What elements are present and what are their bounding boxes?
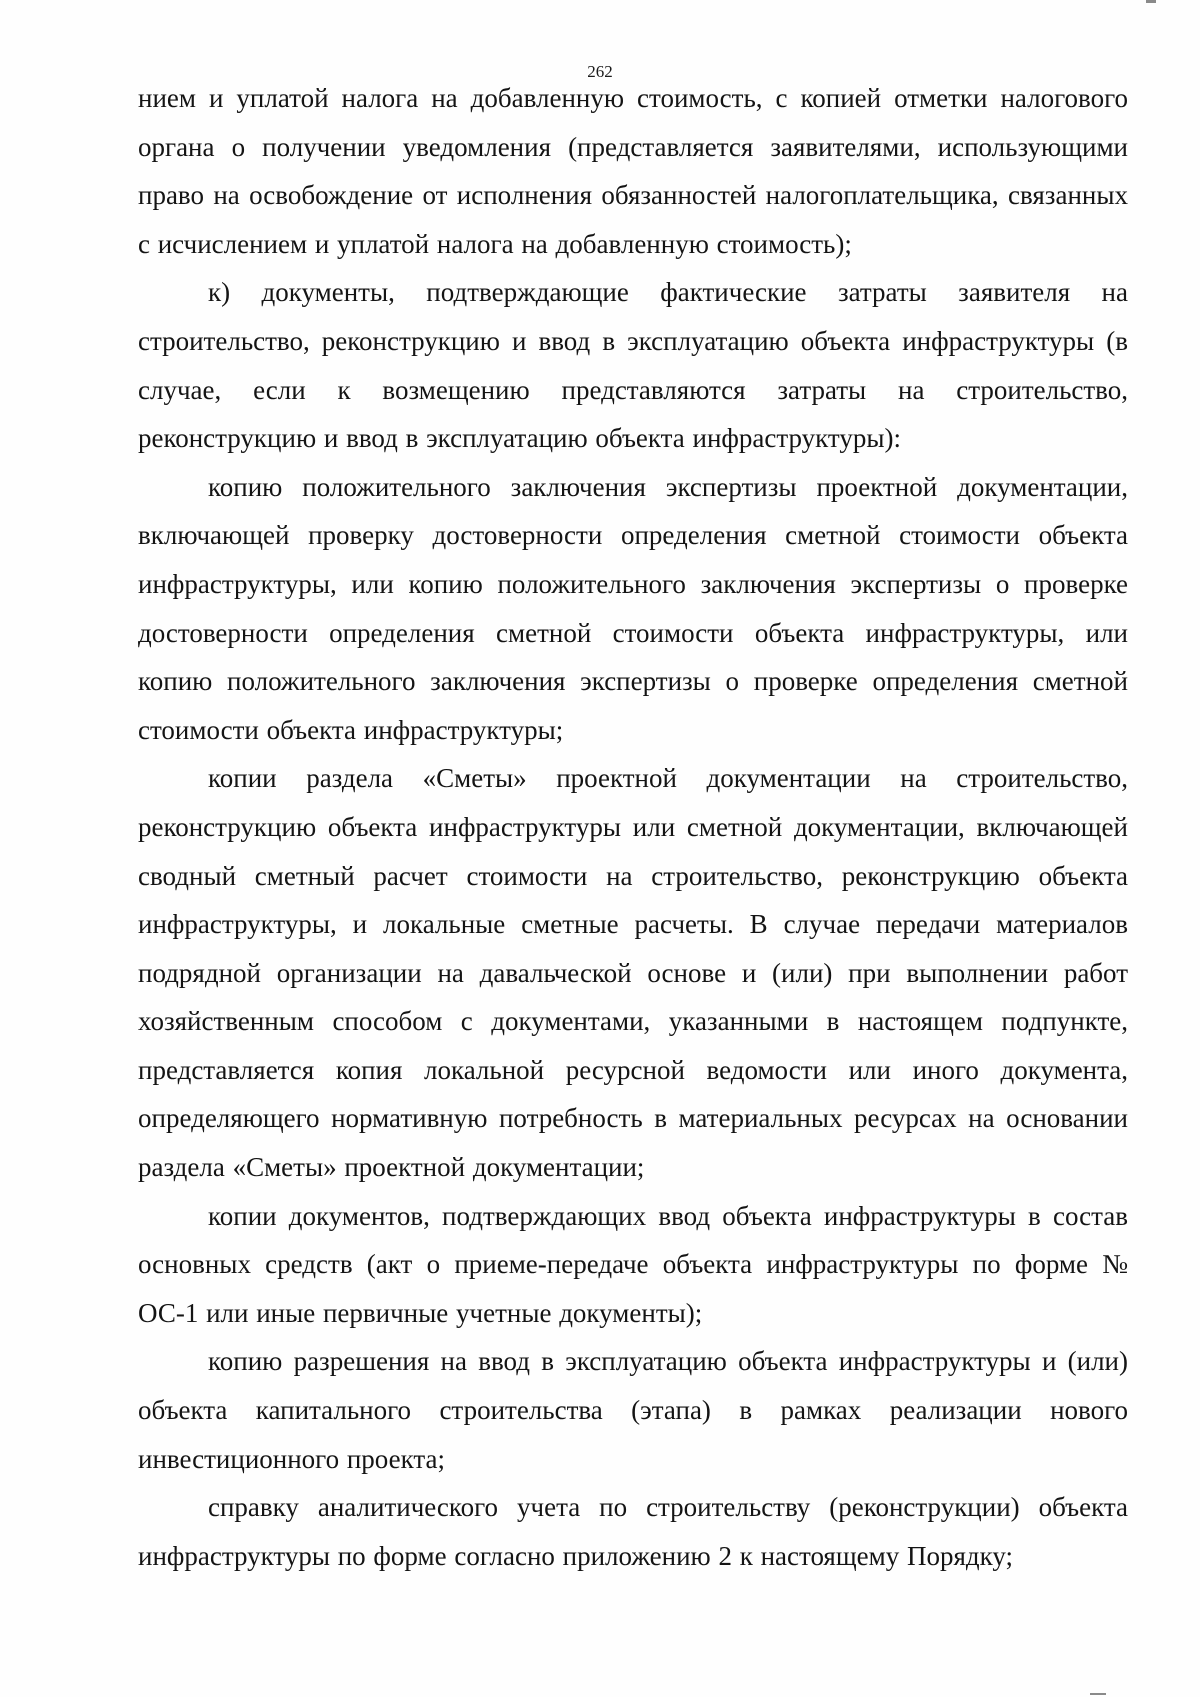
document-body xyxy=(138,74,1128,1580)
paragraph-fixed-assets: копии документов, подтверждающих ввод объекта инфраструктуры в состав основных средств (акт о приеме-передаче объекта инфраструктуры по форме № ОС-1 или иные первичные учетные документы); xyxy=(138,1200,1128,1328)
paragraph-vat-continuation: нием и уплатой налога на добавленную стоимость, с копией отметки налогового органа о получении уведомления (представляется заявителями, использующими право на освобождение от исполнения обязанностей налогоплательщика, связанных с исчислением и уплатой налога на добавленную стоимость); xyxy=(138,83,1128,259)
paragraph-expertise-conclusion: копию положительного заключения экспертизы проектной документации, включающей проверку достоверности определения сметной стоимости объекта инфраструктуры, или копию положительного заключения экспертизы о проверке достоверности определения сметной стоимости объекта инфраструктуры, или копию положительного заключения экспертизы о проверке определения сметной стоимости объекта инфраструктуры; xyxy=(138,471,1128,745)
scan-mark-bottom-right xyxy=(1090,1693,1106,1695)
paragraph-estimates-section: копии раздела «Сметы» проектной документации на строительство, реконструкцию объекта инфраструктуры или сметной документации, включающей сводный сметный расчет стоимости на строительство, реконструкцию объекта инфраструктуры, и локальные сметные расчеты. В случае передачи материалов подрядной организации на давальческой основе и (или) при выполнении работ хозяйственным способом с документами, указанными в настоящем подпункте, представляется копия локальной ресурсной ведомости или иного документа, определяющего нормативную потребность в материальных ресурсах на основании раздела «Сметы» проектной документации; xyxy=(138,763,1128,1183)
paragraph-item-k: к) документы, подтверждающие фактические затраты заявителя на строительство, реконструкцию и ввод в эксплуатацию объекта инфраструктуры (в случае, если к возмещению представляются затраты на строительство, реконструкцию и ввод в эксплуатацию объекта инфраструктуры): xyxy=(138,277,1128,454)
paragraph-commissioning-permit: копию разрешения на ввод в эксплуатацию объекта инфраструктуры и (или) объекта капитального строительства (этапа) в рамках реализации нового инвестиционного проекта; xyxy=(138,1346,1128,1474)
page-number: 262 xyxy=(587,62,613,81)
scan-mark-top-right xyxy=(1146,0,1156,3)
paragraph-analytical-certificate: справку аналитического учета по строительству (реконструкции) объекта инфраструктуры по форме согласно приложению 2 к настоящему Порядку; xyxy=(138,1492,1128,1571)
